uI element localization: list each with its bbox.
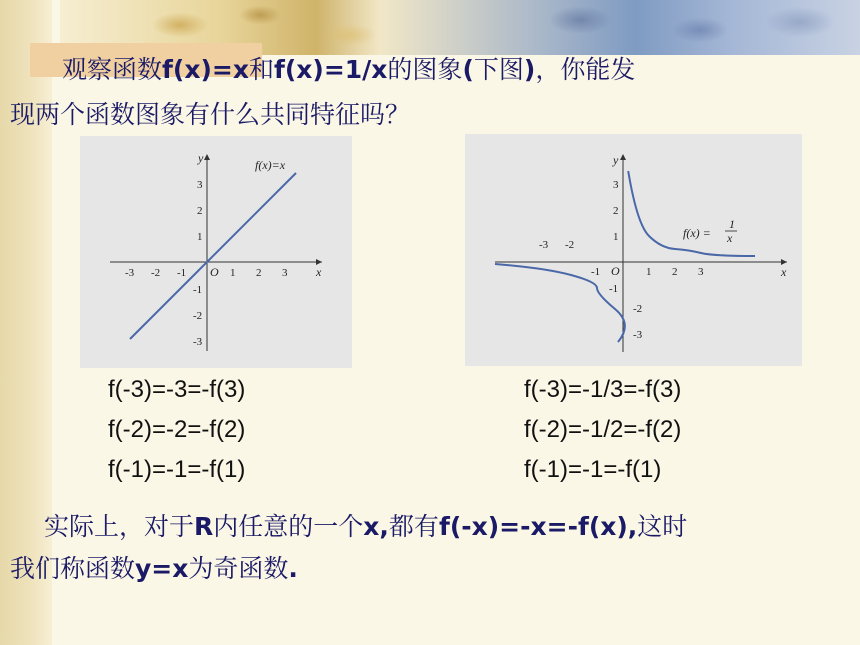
intro-func-1: f(x)=x: [162, 55, 249, 84]
conclusion-symbol: R: [194, 512, 214, 541]
conclusion-symbol: x,: [363, 512, 389, 541]
x-tick: 1: [646, 266, 652, 278]
x-tick: -2: [151, 267, 161, 279]
graph-reciprocal: [465, 134, 802, 366]
graph-reciprocal-svg: [465, 134, 802, 366]
x-tick: 2: [672, 266, 678, 278]
x-tick: 3: [282, 267, 288, 279]
y-tick: 1: [197, 231, 203, 243]
intro-paren: (: [462, 55, 474, 84]
y-tick: 3: [197, 179, 203, 191]
intro-func-2: f(x)=1/x: [273, 55, 388, 84]
y-tick: 1: [613, 231, 619, 243]
intro-text: 下图: [473, 55, 524, 84]
intro-text: 观察函数: [62, 55, 163, 84]
x-axis-label: x: [316, 265, 322, 279]
y-tick: 3: [613, 179, 619, 191]
conclusion-text: 为奇函数: [188, 554, 289, 583]
intro-line-2: [10, 95, 410, 131]
conclusion-period: .: [288, 554, 298, 583]
origin-label: O: [210, 265, 219, 279]
conclusion-line-1: [44, 507, 687, 543]
x-axis-label: x: [781, 265, 787, 279]
conclusion-text: 实际上，对于: [44, 512, 195, 541]
intro-paren: ): [523, 55, 536, 84]
y-axis-label: y: [198, 151, 204, 165]
y-tick: 2: [613, 205, 619, 217]
equation-left-1: f(-3)=-3=-f(3): [108, 376, 246, 403]
x-tick: 1: [230, 267, 236, 279]
intro-text: ，你能发: [535, 55, 636, 84]
x-tick: -1: [591, 266, 601, 278]
y-tick: 2: [197, 205, 203, 217]
x-tick: -3: [125, 267, 135, 279]
y-tick: -2: [633, 303, 643, 315]
intro-text: 的图象: [387, 55, 463, 84]
x-tick: -2: [565, 239, 575, 251]
y-axis-label: y: [613, 153, 619, 167]
conclusion-formula: f(-x)=-x=-f(x),: [438, 512, 638, 541]
fraction-denominator: x: [727, 231, 733, 245]
fraction-numerator: 1: [729, 217, 735, 231]
equation-right-1: f(-3)=-1/3=-f(3): [524, 376, 682, 403]
equation-right-2: f(-2)=-1/2=-f(2): [524, 416, 682, 443]
intro-text: 现两个函数图象有什么共同特征吗？: [10, 100, 411, 129]
x-tick: -3: [539, 239, 549, 251]
equation-right-3: f(-1)=-1=-f(1): [524, 456, 662, 483]
y-tick: -1: [609, 283, 619, 295]
x-tick: 2: [256, 267, 262, 279]
conclusion-formula: y=x: [135, 554, 189, 583]
graph-linear: [80, 136, 352, 368]
graph-linear-svg: [80, 136, 352, 368]
conclusion-text: 都有: [388, 512, 439, 541]
y-tick: -1: [193, 284, 203, 296]
x-tick: 3: [698, 266, 704, 278]
conclusion-text: 我们称函数: [10, 554, 136, 583]
graph-reciprocal-label: f(x) =: [683, 226, 711, 240]
intro-text: 和: [248, 55, 274, 84]
y-tick: -3: [193, 336, 203, 348]
equation-left-2: f(-2)=-2=-f(2): [108, 416, 246, 443]
conclusion-text: 这时: [637, 512, 688, 541]
origin-label: O: [611, 264, 620, 278]
conclusion-text: 内任意的一个: [213, 512, 364, 541]
x-tick: -1: [177, 267, 187, 279]
graph-linear-label: f(x)=x: [255, 158, 286, 172]
y-tick: -3: [633, 329, 643, 341]
conclusion-line-2: [10, 549, 298, 585]
intro-line-1: [62, 50, 635, 86]
equation-left-3: f(-1)=-1=-f(1): [108, 456, 246, 483]
y-tick: -2: [193, 310, 203, 322]
